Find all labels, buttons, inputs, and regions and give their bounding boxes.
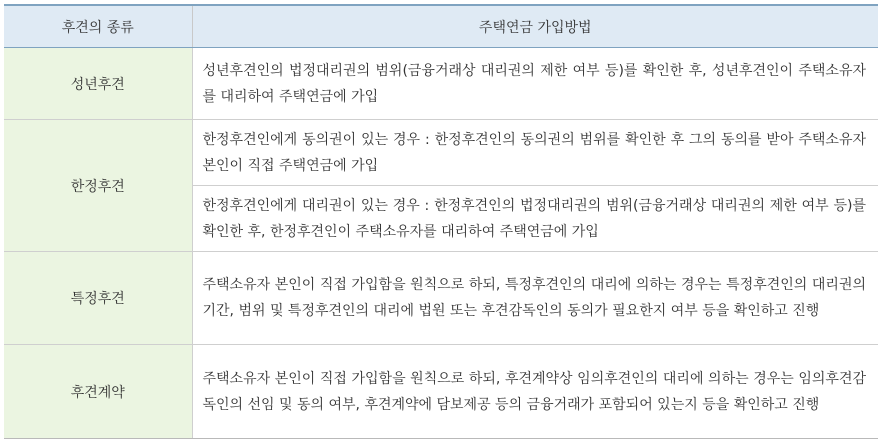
guardianship-reverse-mortgage-table <box>4 4 878 439</box>
type-cell-specific-guardianship: 특정후견 <box>4 252 192 345</box>
type-cell-guardianship-contract: 후견계약 <box>4 345 192 439</box>
description-cell: 한정후견인에게 대리권이 있는 경우 : 한정후견인의 법정대리권의 범위(금융거래상 대리권의 제한 여부 등)를 확인한 후, 한정후견인이 주택소유자를 대리하여 주택연금에 가입 <box>192 186 878 252</box>
type-cell-limited-guardianship: 한정후견 <box>4 120 192 252</box>
description-cell: 주택소유자 본인이 직접 가입함을 원칙으로 하되, 특정후견인의 대리에 의하는 경우는 특정후견인의 대리권의 기간, 범위 및 특정후견인의 대리에 법원 또는 후견감독인의 동의가 필요한지 여부 등을 확인하고 진행 <box>192 252 878 345</box>
description-cell: 주택소유자 본인이 직접 가입함을 원칙으로 하되, 후견계약상 임의후견인의 대리에 의하는 경우는 임의후견감독인의 선임 및 동의 여부, 후견계약에 담보제공 등의 금융거래가 포함되어 있는지 등을 확인하고 진행 <box>192 345 878 439</box>
type-cell-adult-guardianship: 성년후견 <box>4 48 192 120</box>
table-header-row <box>4 5 878 48</box>
table-row <box>4 252 878 345</box>
description-cell: 한정후견인에게 동의권이 있는 경우 : 한정후견인의 동의권의 범위를 확인한 후 그의 동의를 받아 주택소유자 본인이 직접 주택연금에 가입 <box>192 120 878 186</box>
header-guardianship-type: 후견의 종류 <box>4 5 192 48</box>
description-cell: 성년후견인의 법정대리권의 범위(금융거래상 대리권의 제한 여부 등)를 확인한 후, 성년후견인이 주택소유자를 대리하여 주택연금에 가입 <box>192 48 878 120</box>
table-row <box>4 48 878 120</box>
guardianship-table-container <box>4 4 878 439</box>
table-row <box>4 345 878 439</box>
header-enrollment-method: 주택연금 가입방법 <box>192 5 878 48</box>
table-row <box>4 120 878 186</box>
